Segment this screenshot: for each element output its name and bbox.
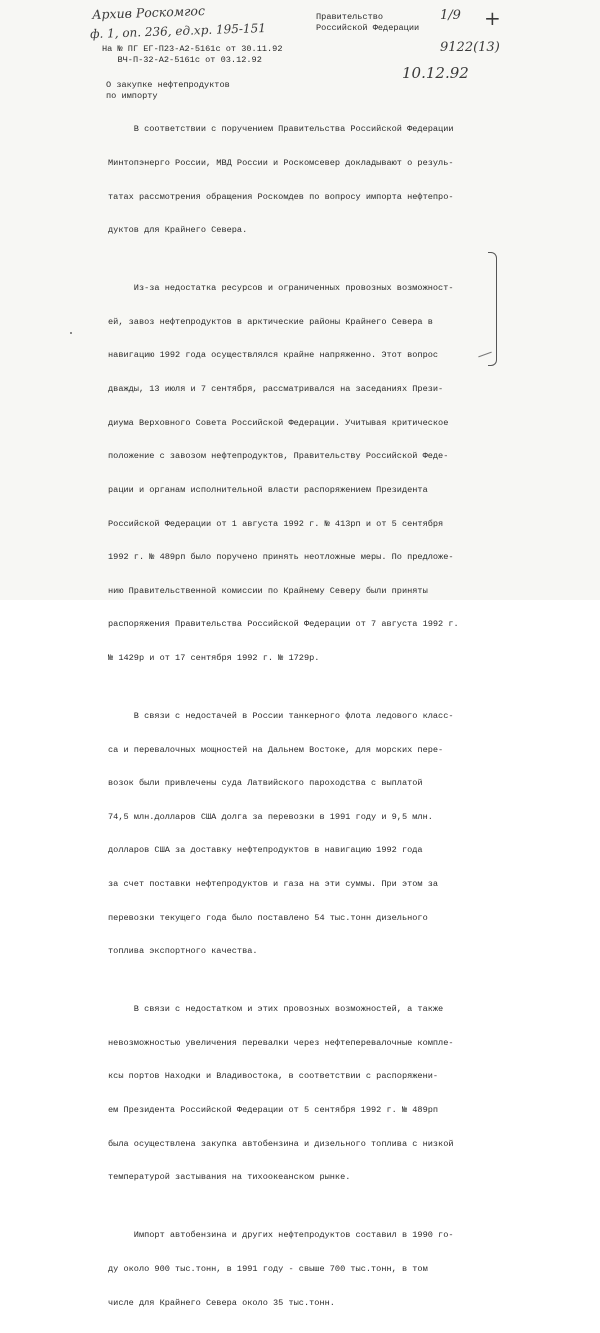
text-line: положение с завозом нефтепродуктов, Правительству Российской Феде- <box>108 451 449 462</box>
text-line: ей, завоз нефтепродуктов в арктические районы Крайнего Севера в <box>108 316 433 327</box>
text-line: татах рассмотрения обращения Роскомдев по вопросу импорта нефтепро- <box>108 191 454 202</box>
margin-bracket-mark <box>488 252 497 366</box>
text-line: за счет поставки нефтепродуктов и газа на эти суммы. При этом за <box>108 879 439 890</box>
text-line: В связи с недостатком и этих провозных возможностей, а также <box>108 1004 444 1015</box>
paragraph-1 <box>108 102 494 259</box>
archive-stamp-line1: Архив Роскомгос <box>91 3 206 22</box>
text-line: ем Президента Российской Федерации от 5 сентября 1992 г. № 489рп <box>108 1105 439 1116</box>
text-line: навигацию 1992 года осуществлялся крайне напряженно. Этот вопрос <box>108 350 439 361</box>
subject-block <box>106 80 230 102</box>
letter-body <box>108 102 494 1333</box>
text-line: долларов США за доставку нефтепродуктов в навигацию 1992 года <box>108 845 423 856</box>
text-line: В связи с недостачей в России танкерного флота ледового класс- <box>108 710 454 721</box>
reference-block <box>102 44 283 66</box>
handwritten-top-note: 1/9 <box>440 8 461 23</box>
margin-dot-mark <box>70 332 72 334</box>
text-line: 1992 г. № 489рп было поручено принять неотложные меры. По предложе- <box>108 552 454 563</box>
handwritten-plus-mark: + <box>484 6 501 30</box>
text-line: числе для Крайнего Севера около 35 тыс.тонн. <box>108 1297 335 1308</box>
archive-stamp-line2: ф. 1, оп. 236, ед.хр. 195-151 <box>89 20 267 42</box>
addressee-block <box>316 12 419 34</box>
text-line: Российской Федерации от 1 августа 1992 г. № 413рп и от 5 сентября <box>108 518 444 529</box>
text-line: диума Верховного Совета Российской Федерации. Учитывая критическое <box>108 417 449 428</box>
handwritten-registration-number: 9122(13) <box>440 40 500 55</box>
text-line: са и перевалочных мощностей на Дальнем Востоке, для морских пере- <box>108 744 444 755</box>
text-line: топлива экспортного качества. <box>108 946 258 957</box>
text-line: № 1429р и от 17 сентября 1992 г. № 1729р. <box>108 652 320 663</box>
text-line: температурой застывания на тихоокеанском рынке. <box>108 1172 351 1183</box>
reference-line2: ВЧ-П-32-А2-5161с от 03.12.92 <box>102 55 262 65</box>
text-line: дуктов для Крайнего Севера. <box>108 225 248 236</box>
text-line: Минтопэнерго России, МВД России и Роскомсевер докладывают о резуль- <box>108 158 454 169</box>
text-line: В соответствии с поручением Правительства Российской Федерации <box>108 124 454 135</box>
paragraph-4 <box>108 982 494 1206</box>
text-line: дважды, 13 июля и 7 сентября, рассматривался на заседаниях Прези- <box>108 384 444 395</box>
text-line: Из-за недостатка ресурсов и ограниченных провозных возможност- <box>108 283 454 294</box>
text-line: была осуществлена закупка автобензина и дизельного топлива с низкой <box>108 1138 454 1149</box>
text-line: возок были привлечены суда Латвийского пароходства с выплатой <box>108 778 423 789</box>
text-line: ду около 900 тыс.тонн, в 1991 году - свыше 700 тыс.тонн, в том <box>108 1263 428 1274</box>
reference-line1: На № ПГ ЕГ-П23-А2-5161с от 30.11.92 <box>102 44 283 54</box>
text-line: перевозки текущего года было поставлено 54 тыс.тонн дизельного <box>108 912 428 923</box>
addressee-line1: Правительство <box>316 12 384 22</box>
text-line: нию Правительственной комиссии по Крайнему Северу были приняты <box>108 585 428 596</box>
text-line: распоряжения Правительства Российской Федерации от 7 августа 1992 г. <box>108 619 459 630</box>
subject-line1: О закупке нефтепродуктов <box>106 80 230 90</box>
paragraph-3 <box>108 689 494 980</box>
handwritten-date: 10.12.92 <box>402 64 469 82</box>
paragraph-2 <box>108 261 494 687</box>
text-line: Импорт автобензина и других нефтепродуктов составил в 1990 го- <box>108 1230 454 1241</box>
text-line: невозможностью увеличения перевалки через нефтеперевалочные компле- <box>108 1037 454 1048</box>
paragraph-5 <box>108 1208 494 1331</box>
text-line: 74,5 млн.долларов США долга за перевозки в 1991 году и 9,5 млн. <box>108 811 433 822</box>
addressee-line2: Российской Федерации <box>316 23 420 33</box>
subject-line2: по импорту <box>106 91 158 101</box>
text-line: ксы портов Находки и Владивостока, в соответствии с распоряжени- <box>108 1071 439 1082</box>
text-line: рации и органам исполнительной власти распоряжением Президента <box>108 484 428 495</box>
